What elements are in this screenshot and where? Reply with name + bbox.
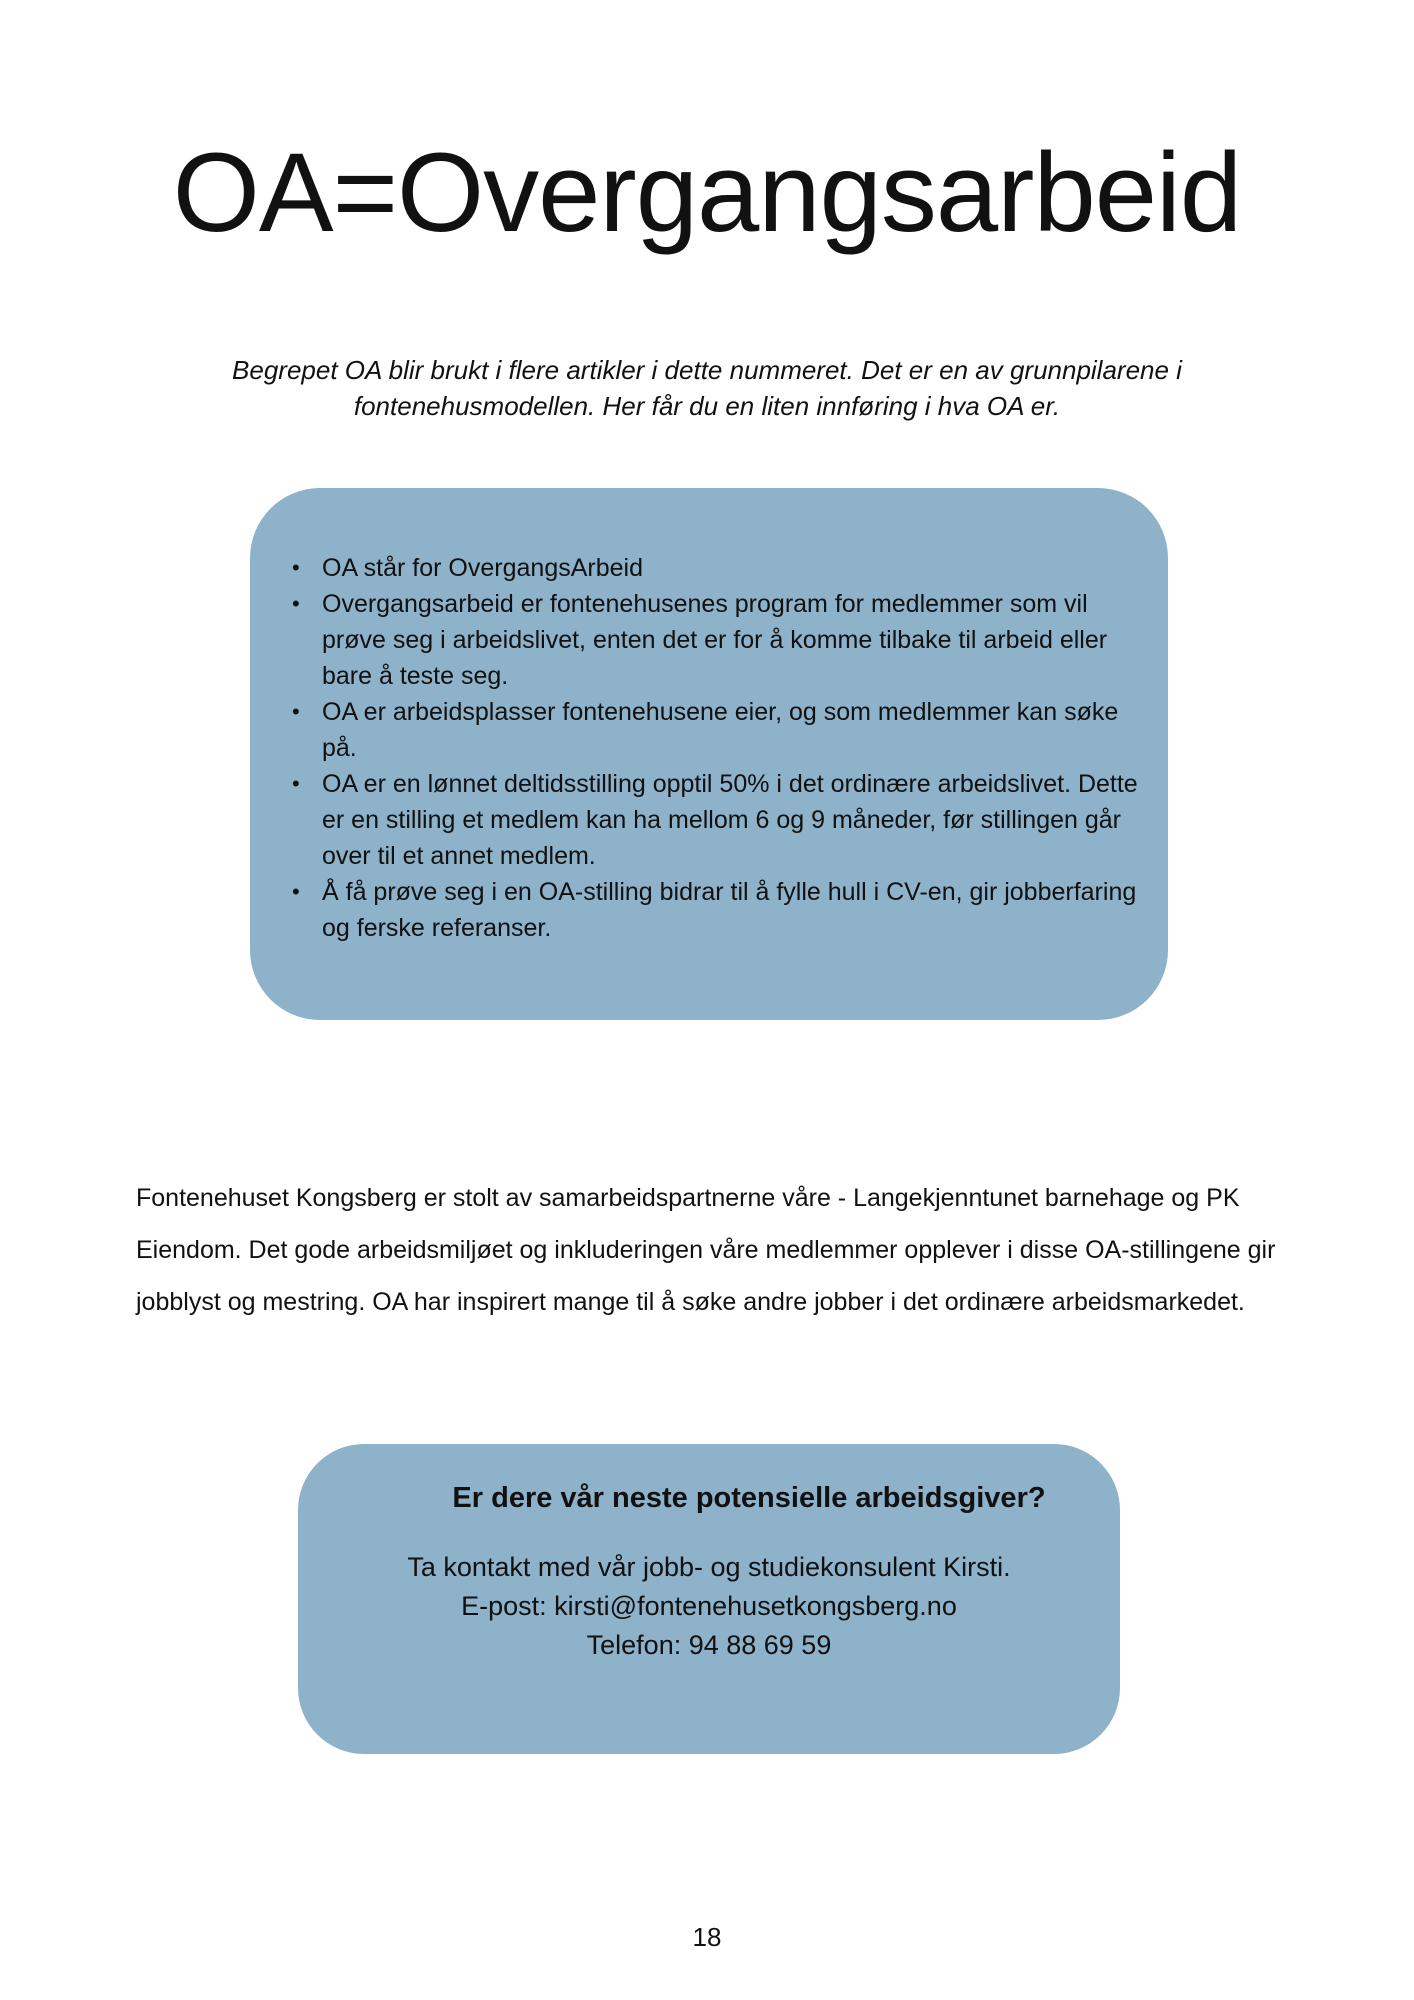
contact-heading: Er dere vår neste potensielle arbeidsgiver?	[452, 1482, 1046, 1514]
bullet-icon: •	[292, 699, 300, 724]
facts-list	[292, 550, 1144, 946]
fact-text: OA er arbeidsplasser fontenehusene eier, og som medlemmer kan søke på.	[322, 698, 1119, 762]
bullet-icon: •	[292, 771, 300, 796]
list-item	[292, 874, 1144, 946]
intro-text: Begrepet OA blir brukt i flere artikler i dette nummeret. Det er en av grunnpilarene i fontenehusmodellen. Her får du en liten innføring i hva OA er.	[232, 355, 1182, 421]
list-item	[292, 586, 1144, 694]
fact-text: Å få prøve seg i en OA-stilling bidrar til å fylle hull i CV-en, gir jobberfaring og ferske referanser.	[322, 878, 1137, 942]
contact-email: E-post: kirsti@fontenehusetkongsberg.no	[461, 1591, 957, 1621]
facts-box	[250, 488, 1168, 1020]
fact-text: OA er en lønnet deltidsstilling opptil 50% i det ordinære arbeidslivet. Dette er en stilling et medlem kan ha mellom 6 og 9 måneder, før stillingen går over til et annet medlem.	[322, 770, 1138, 870]
page-title: OA=Overgangsarbeid	[172, 130, 1242, 255]
contact-box	[298, 1444, 1120, 1754]
bullet-icon: •	[292, 879, 300, 904]
bullet-icon: •	[292, 591, 300, 616]
list-item	[292, 694, 1144, 766]
list-item	[292, 550, 1144, 586]
contact-intro: Ta kontakt med vår jobb- og studiekonsulent Kirsti.	[407, 1552, 1011, 1582]
contact-phone: Telefon: 94 88 69 59	[586, 1630, 832, 1660]
page-number: 18	[692, 1922, 722, 1952]
body-paragraph: Fontenehuset Kongsberg er stolt av samarbeidspartnerne våre - Langekjenntunet barnehage og PK Eiendom. Det gode arbeidsmiljøet og inkluderingen våre medlemmer opplever i disse OA-stillingene gir jobblyst og mestring. OA har inspirert mange til å søke andre jobber i det ordinære arbeidsmarkedet.	[136, 1184, 1276, 1316]
fact-text: OA står for OvergangsArbeid	[322, 554, 643, 582]
list-item	[292, 766, 1144, 874]
bullet-icon: •	[292, 555, 300, 580]
contact-details	[298, 1548, 1120, 1665]
fact-text: Overgangsarbeid er fontenehusenes program for medlemmer som vil prøve seg i arbeidslivet, enten det er for å komme tilbake til arbeid eller bare å teste seg.	[322, 590, 1108, 690]
